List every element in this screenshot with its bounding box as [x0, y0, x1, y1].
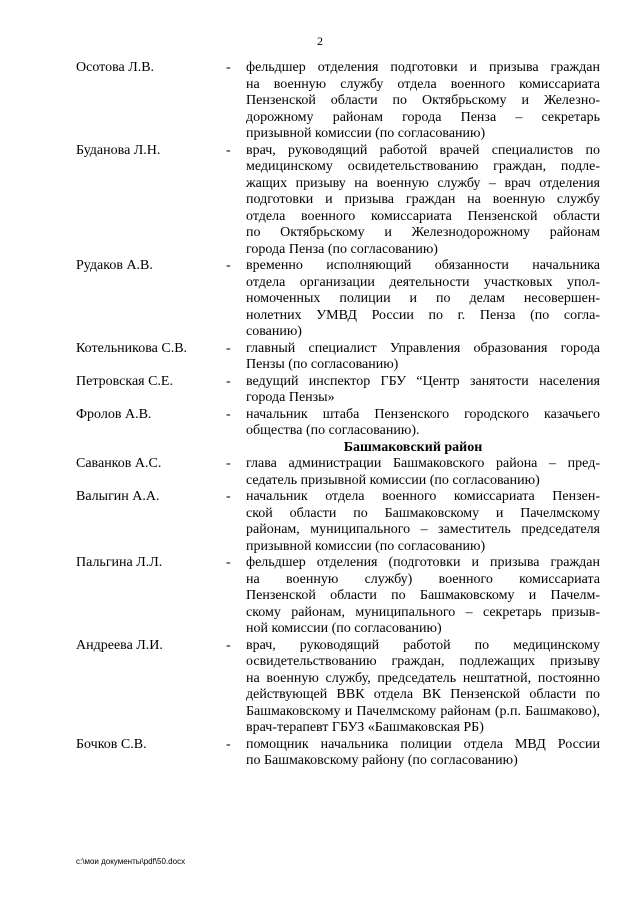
member-position — [246, 258, 600, 341]
dash-separator: - — [226, 736, 231, 752]
position-line: фельдшер отделения (подготовки и призыва граждан — [246, 555, 600, 570]
member-name: Валыгин А.А. — [76, 489, 160, 504]
position-line: призывной комиссии (по согласованию) — [246, 538, 486, 554]
position-line: номоченных полиции и по делам несовершен- — [246, 291, 600, 306]
dash-separator: - — [226, 489, 231, 504]
member-position — [246, 456, 600, 489]
member-row — [76, 341, 600, 374]
position-line: временно исполняющий обязанности начальника — [246, 258, 600, 273]
position-line: на военную службу, председатель нештатной, постоянно — [246, 670, 600, 686]
member-position — [246, 555, 600, 638]
member-name: Буданова Л.Н. — [76, 142, 161, 158]
member-name: Фролов А.В. — [76, 406, 152, 422]
member-list-penza — [76, 60, 600, 440]
member-name: Пальгина Л.Л. — [76, 555, 163, 570]
position-line: нолетних УМВД России по г. Пенза (по согла- — [246, 307, 600, 323]
dash-separator: - — [226, 637, 231, 653]
member-row — [76, 489, 600, 555]
position-line: медицинскому освидетельствованию граждан, подле- — [246, 159, 600, 174]
position-line: жащих призыву на военную службу – врач отделения — [246, 175, 600, 191]
position-line: врач, руководящий работой врачей специалистов по — [246, 142, 600, 158]
member-name: Андреева Л.И. — [76, 637, 163, 653]
section-title: Башмаковский район — [343, 439, 483, 455]
member-row — [76, 555, 600, 638]
position-line: по Башмаковскому району (по согласованию) — [246, 753, 518, 768]
position-line: ной комиссии (по согласованию) — [246, 621, 442, 636]
position-line: на военную службу отдела военного комиссариата — [246, 76, 600, 92]
position-line: отдела военного комиссариата Пензенской области — [246, 208, 600, 224]
member-row — [76, 456, 600, 489]
position-line: помощник начальника полиции отдела МВД России — [246, 736, 600, 752]
dash-separator: - — [226, 340, 231, 356]
member-row — [76, 407, 600, 440]
member-name: Рудаков А.В. — [76, 258, 153, 273]
member-row — [76, 258, 600, 341]
member-name: Бочков С.В. — [76, 736, 147, 752]
position-line: врач-терапевт ГБУЗ «Башмаковская РБ) — [246, 720, 484, 735]
member-row — [76, 374, 600, 407]
member-name: Саванков А.С. — [76, 456, 162, 471]
position-line: города Пензы» — [246, 390, 335, 405]
position-line: Пензенской области по Октябрьскому и Железно- — [246, 93, 600, 108]
position-line: начальник отдела военного комиссариата Пензен- — [246, 489, 600, 504]
position-line: отдела организации деятельности участковых упол- — [246, 274, 600, 290]
position-line: сованию) — [246, 324, 302, 339]
position-line: на военную службу) военного комиссариата — [246, 571, 600, 587]
position-line: главный специалист Управления образования города — [246, 340, 600, 356]
member-row — [76, 638, 600, 737]
member-name: Петровская С.Е. — [76, 373, 173, 389]
position-line: районам, муниципального – заместитель председателя — [246, 522, 600, 537]
member-position — [246, 737, 600, 770]
position-line: седатель призывной комиссии (по согласованию) — [246, 472, 540, 488]
member-name: Котельникова С.В. — [76, 340, 188, 356]
dash-separator: - — [226, 406, 231, 422]
member-row — [76, 737, 600, 770]
member-list-bashmakovo — [76, 456, 600, 770]
position-line: врач, руководящий работой по медицинскому — [246, 637, 600, 653]
position-line: глава администрации Башмаковского района – пред- — [246, 456, 600, 471]
page-number: 2 — [317, 34, 323, 48]
member-position — [246, 341, 600, 374]
member-position — [246, 638, 600, 737]
document-body — [76, 60, 600, 770]
position-line: ведущий инспектор ГБУ “Центр занятости населения — [246, 373, 600, 389]
member-name: Осотова Л.В. — [76, 60, 155, 75]
position-line: начальник штаба Пензенского городского казачьего — [246, 406, 600, 422]
dash-separator: - — [226, 555, 231, 570]
member-row — [76, 60, 600, 143]
position-line: общества (по согласованию). — [246, 423, 420, 438]
position-line: скому районам, муниципального – секретарь призыв- — [246, 604, 600, 620]
dash-separator: - — [226, 373, 231, 389]
member-position — [246, 143, 600, 259]
position-line: Пензы (по согласованию) — [246, 357, 399, 372]
position-line: освидетельствованию граждан, подлежащих призыву — [246, 654, 600, 669]
position-line: дорожному районам города Пенза – секретарь — [246, 109, 600, 125]
position-line: действующей ВВК отдела ВК Пензенской области по — [246, 687, 600, 702]
dash-separator: - — [226, 258, 231, 273]
member-position — [246, 489, 600, 555]
file-path-footer: c:\мои документы\pdf\50.docx — [76, 857, 186, 866]
member-position — [246, 374, 600, 407]
position-line: фельдшер отделения подготовки и призыва граждан — [246, 60, 600, 75]
position-line: призывной комиссии (по согласованию) — [246, 126, 486, 141]
position-line: ской области по Башмаковскому и Пачелмскому — [246, 505, 600, 521]
dash-separator: - — [226, 456, 231, 471]
position-line: по Октябрьскому и Железнодорожному районам — [246, 225, 600, 240]
position-line: Башмаковскому и Пачелмскому районам (р.п. Башмаково), — [246, 703, 600, 719]
position-line: города Пенза (по согласованию) — [246, 241, 438, 257]
dash-separator: - — [226, 60, 231, 75]
member-position — [246, 60, 600, 143]
position-line: Пензенской области по Башмаковскому и Пачелм- — [246, 588, 600, 603]
dash-separator: - — [226, 142, 231, 158]
member-row — [76, 143, 600, 259]
position-line: подготовки и призыва граждан на военную службу — [246, 192, 600, 207]
member-position — [246, 407, 600, 440]
